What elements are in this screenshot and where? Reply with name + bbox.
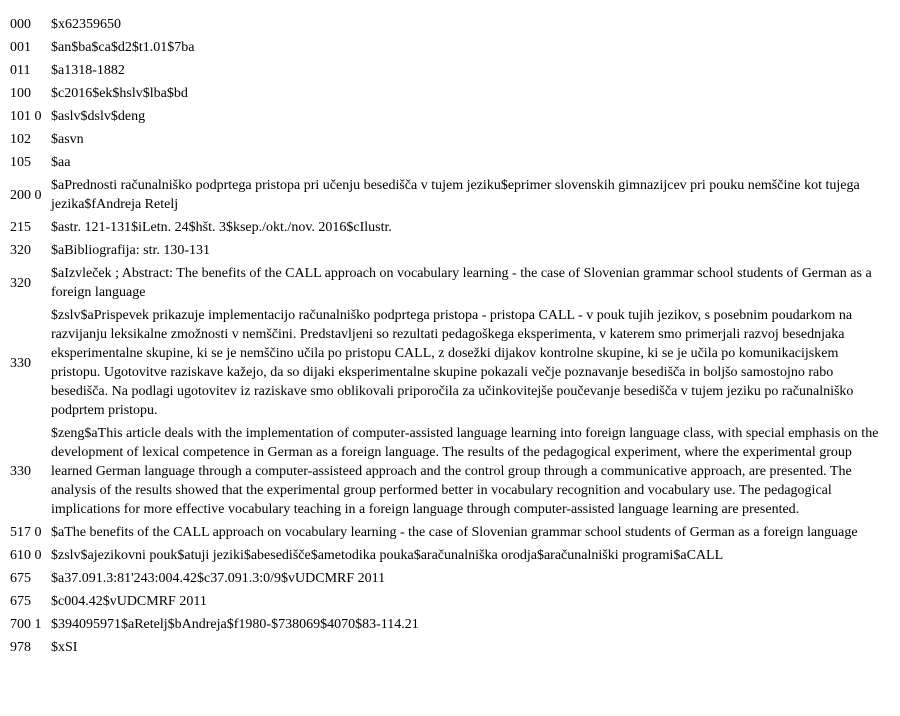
marc-field-value: $aThe benefits of the CALL approach on vocabulary learning - the case of Slovenian grammar school students of German as a foreign language	[51, 525, 858, 540]
marc-field-value: $zslv$aPrispevek prikazuje implementacijo računalniško podprtega pristopa - pristopa CALL - v pouk tujih jezikov, s posebnim poudarkom na razvijanju leksikalne zmožnosti v nemščini. Predstavljeni so rezultati pedagoškega eksperimenta, v katerem smo primerjali razvoj besednjaka eksperimentalne skupine, ki se je nemščino učila po pristopu CALL, z dosežki dijakov kontrolne skupine, ki se je učila po komunikacijskem pristopu. Ugotovitve raziskave kažejo, da so dijaki eksperimentalne skupine pokazali večje poznavanje besedišča in boljšo samostojno rabo besedišča. Na podlagi ugotovitev iz raziskave smo oblikovali priporočila za učinkovitejše poučevanje besedišča v tujem jeziku po računalniško podprtem pristopu.	[51, 308, 854, 418]
marc-field-row	[10, 128, 890, 151]
marc-field-tag: 320	[10, 275, 31, 291]
marc-field-row	[10, 13, 890, 36]
marc-field-value: $x62359650	[51, 17, 121, 32]
marc-field-row	[10, 59, 890, 82]
marc-field-row	[10, 174, 890, 216]
marc-field-value: $aslv$dslv$deng	[51, 109, 146, 124]
marc-field-value: $aBibliografija: str. 130-131	[51, 243, 211, 258]
marc-field-row	[10, 422, 890, 521]
marc-record-body	[10, 13, 890, 659]
marc-field-tag: 102	[10, 132, 31, 147]
marc-field-tag: 517 0	[10, 525, 42, 540]
marc-field-value: $aPrednosti računalniško podprtega pristopa pri učenju besedišča v tujem jeziku$eprimer slovenskih gimnazijcev pri pouku nemščine kot tujega jezika$fAndreja Retelj	[51, 178, 860, 212]
marc-field-tag: 610 0	[10, 548, 42, 563]
marc-field-tag: 330	[10, 355, 31, 371]
marc-field-value: $c004.42$vUDCMRF 2011	[51, 594, 207, 609]
marc-field-row	[10, 590, 890, 613]
marc-field-tag: 100	[10, 86, 31, 101]
marc-field-value: $a1318-1882	[51, 63, 125, 78]
marc-field-tag: 215	[10, 220, 31, 235]
marc-record-table	[8, 13, 892, 659]
marc-field-value: $zeng$aThis article deals with the implementation of computer-assisted language learning into foreign language class, with special emphasis on the development of lexical competence in German as a foreign language. The results of the pedagogical experiment, where the experimental group learned German language through a computer-assisteed approach and the control group through a communicative approach, are presented. The analysis of the results showed that the experimental group performed better in vocabulary recognition and vocabulary use. The pedagogical implications for more effective vocabulary teaching in a foreign language through computer-assisted language learning are presented.	[51, 426, 879, 517]
marc-field-value: $xSI	[51, 640, 78, 655]
marc-field-tag: 700 1	[10, 617, 42, 632]
marc-field-row	[10, 151, 890, 174]
marc-field-value: $a37.091.3:81'243:004.42$c37.091.3:0/9$vUDCMRF 2011	[51, 571, 386, 586]
marc-field-row	[10, 304, 890, 422]
marc-field-value: $aIzvleček ; Abstract: The benefits of the CALL approach on vocabulary learning - the case of Slovenian grammar school students of German as a foreign language	[51, 266, 872, 300]
marc-field-tag: 675	[10, 594, 31, 609]
marc-field-tag: 330	[10, 464, 31, 479]
marc-field-tag: 000	[10, 17, 31, 32]
marc-field-tag: 011	[10, 63, 31, 78]
marc-field-row	[10, 82, 890, 105]
marc-field-value: $394095971$aRetelj$bAndreja$f1980-$738069$4070$83-114.21	[51, 617, 419, 632]
marc-field-row	[10, 544, 890, 567]
marc-field-tag: 978	[10, 640, 31, 655]
marc-field-value: $c2016$ek$hslv$lba$bd	[51, 86, 188, 101]
marc-field-value: $aa	[51, 155, 71, 170]
marc-field-tag: 105	[10, 155, 31, 170]
marc-field-tag: 200 0	[10, 187, 42, 203]
marc-field-row	[10, 567, 890, 590]
marc-field-tag: 675	[10, 571, 31, 586]
marc-field-row	[10, 105, 890, 128]
marc-field-tag: 320	[10, 243, 31, 258]
marc-field-row	[10, 216, 890, 239]
marc-field-row	[10, 636, 890, 659]
marc-field-row	[10, 239, 890, 262]
marc-field-row	[10, 262, 890, 304]
marc-field-row	[10, 613, 890, 636]
marc-field-row	[10, 521, 890, 544]
marc-field-tag: 101 0	[10, 109, 42, 124]
marc-field-value: $an$ba$ca$d2$t1.01$7ba	[51, 40, 195, 55]
marc-field-value: $asvn	[51, 132, 84, 147]
marc-field-value: $zslv$ajezikovni pouk$atuji jeziki$abesedišče$ametodika pouka$aračunalniška orodja$aračunalniški programi$aCALL	[51, 548, 724, 563]
marc-field-value: $astr. 121-131$iLetn. 24$hšt. 3$ksep./okt./nov. 2016$cIlustr.	[51, 220, 392, 235]
marc-field-row	[10, 36, 890, 59]
marc-field-tag: 001	[10, 40, 31, 55]
